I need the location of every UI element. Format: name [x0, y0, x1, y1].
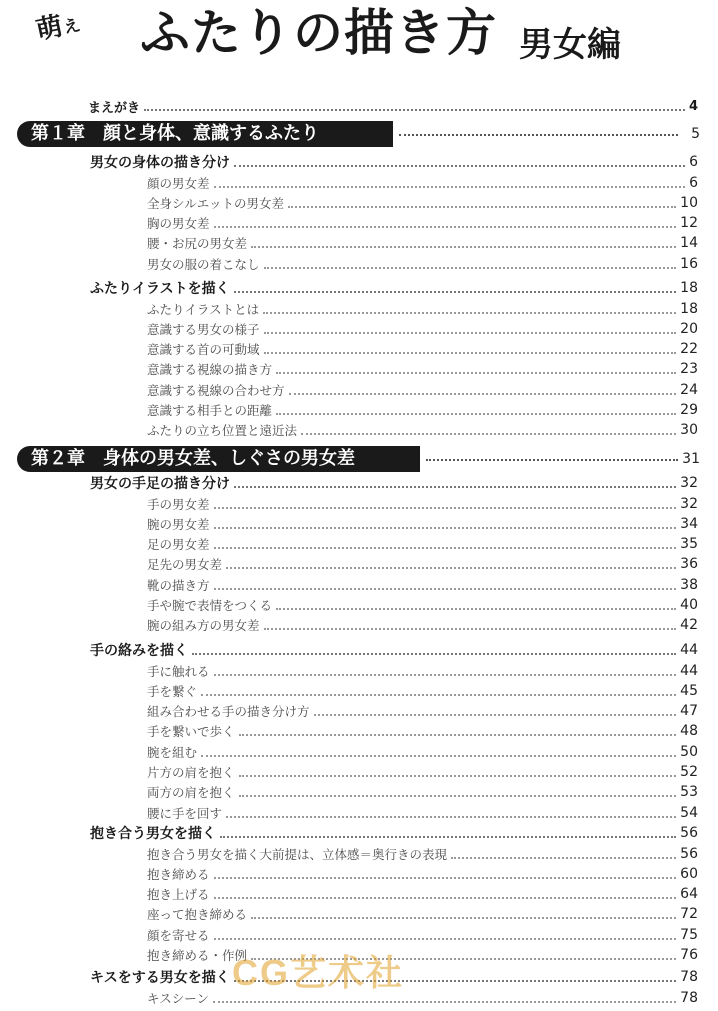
- toc-section-row[interactable]: [0, 823, 718, 843]
- toc-item-page: 18: [680, 300, 698, 317]
- dot-leader: [214, 897, 677, 899]
- toc-item-page: 24: [680, 381, 698, 398]
- toc-section-title: ふたりイラストを描く: [90, 281, 230, 297]
- toc-item-row[interactable]: [0, 514, 718, 533]
- dot-leader: [451, 857, 676, 859]
- dot-leader: [239, 734, 677, 736]
- toc-item-title: 靴の描き方: [147, 577, 210, 593]
- toc-item-title: 意識する相手との距離: [147, 403, 273, 418]
- toc-item-page: 34: [680, 515, 698, 532]
- dot-leader: [214, 674, 677, 676]
- toc-item-row[interactable]: [0, 360, 718, 379]
- toc-item-page: 72: [680, 906, 698, 923]
- toc-item-row[interactable]: [0, 596, 718, 615]
- toc-item-title: 手や腕で表情をつくる: [147, 598, 273, 613]
- chapter-page: 5: [691, 126, 700, 142]
- toc-item-row[interactable]: [0, 340, 718, 359]
- toc-item-title: 抱き締める・作例: [147, 948, 248, 963]
- dot-leader: [301, 433, 676, 435]
- toc-section-title: 男女の身体の描き分け: [90, 155, 230, 171]
- toc-item-row[interactable]: [0, 885, 718, 904]
- toc-item-page: 14: [680, 235, 698, 252]
- toc-item-title: 座って抱き締める: [147, 907, 248, 923]
- toc-item-page: 52: [680, 764, 698, 780]
- toc-item-title: 両方の肩を抱く: [147, 785, 235, 801]
- toc-item-row[interactable]: [0, 616, 718, 635]
- toc-section-title: 手の絡みを描く: [90, 643, 188, 659]
- toc-item-title: 意識する首の可動域: [147, 342, 260, 358]
- toc-item-page: 50: [680, 743, 698, 760]
- dot-leader: [214, 507, 677, 509]
- toc-item-title: キスシーン: [147, 990, 210, 1006]
- dot-leader: [264, 267, 677, 269]
- toc-item-row[interactable]: [0, 905, 718, 924]
- toc-item-page: 32: [680, 495, 698, 512]
- dot-leader: [239, 795, 677, 797]
- toc-item-page: 42: [680, 617, 698, 634]
- toc-item-title: 意識する視線の合わせ方: [147, 382, 285, 398]
- chapter-title: 第２章 身体の男女差、しぐさの男女差: [31, 448, 355, 469]
- dot-leader: [314, 714, 677, 716]
- dot-leader: [276, 372, 676, 374]
- toc-item-page: 23: [680, 361, 698, 378]
- book-subtitle: 男女編: [519, 25, 621, 65]
- dot-leader: [213, 1001, 676, 1003]
- toc-section-page: 56: [680, 825, 698, 841]
- dot-leader: [239, 775, 677, 777]
- toc-section-page: 6: [689, 154, 698, 170]
- toc-item-row[interactable]: [0, 925, 718, 944]
- toc-item-row[interactable]: [0, 575, 718, 594]
- toc-item-row[interactable]: [0, 555, 718, 574]
- toc-item-title: 全身シルエットの男女差: [147, 195, 284, 211]
- moe-prefix: 萌え: [33, 11, 83, 47]
- toc-item-title: ふたりイラストとは: [147, 301, 260, 317]
- toc-item-title: 手を繋ぐ: [147, 683, 198, 699]
- toc-item-page: 38: [680, 576, 698, 593]
- toc-item-page: 10: [680, 194, 698, 211]
- toc-item-row[interactable]: [0, 783, 718, 802]
- toc-item-title: 片方の肩を抱く: [147, 765, 235, 780]
- toc-item-row[interactable]: [0, 254, 718, 273]
- dot-leader: [234, 291, 677, 293]
- toc-item-page: 78: [680, 989, 698, 1006]
- toc-item-page: 64: [680, 886, 698, 903]
- chapter-heading[interactable]: [17, 446, 700, 472]
- toc-item-title: 腕の男女差: [147, 516, 210, 532]
- toc-section-title: 男女の手足の描き分け: [90, 476, 230, 492]
- dot-leader: [214, 877, 677, 879]
- dot-leader: [201, 694, 676, 696]
- dot-leader: [264, 352, 677, 354]
- toc-item-page: 47: [680, 703, 698, 720]
- toc-item-title: 抱き合う男女を描く大前提は、立体感＝奥行きの表現: [147, 846, 448, 862]
- toc-item-title: 足の男女差: [147, 537, 210, 553]
- toc-item-page: 30: [680, 422, 698, 439]
- toc-item-row[interactable]: [0, 234, 718, 253]
- dot-leader: [214, 527, 677, 529]
- toc-item-title: 顔を寄せる: [147, 927, 210, 943]
- toc-item-title: 男女の服の着こなし: [147, 256, 260, 272]
- toc-section-page: 32: [680, 475, 698, 491]
- toc-item-title: 意識する男女の様子: [147, 321, 260, 337]
- toc-item-row[interactable]: [0, 681, 718, 700]
- toc-item-row[interactable]: [0, 763, 718, 782]
- toc-item-row[interactable]: [0, 380, 718, 399]
- dot-leader: [214, 938, 677, 940]
- toc-item-row[interactable]: [0, 421, 718, 440]
- toc-item-row[interactable]: [0, 535, 718, 554]
- dot-leader: [226, 567, 676, 569]
- dot-leader: [214, 588, 677, 590]
- toc-item-page: 35: [680, 536, 698, 553]
- toc-item-row[interactable]: [0, 661, 718, 680]
- toc-item-row[interactable]: [0, 864, 718, 883]
- dot-leader: [399, 134, 678, 136]
- toc-item-row[interactable]: [0, 494, 718, 513]
- toc-item-row[interactable]: [0, 742, 718, 761]
- dot-leader: [144, 109, 685, 111]
- toc-item-page: 48: [680, 723, 698, 740]
- dot-leader: [234, 165, 685, 167]
- toc-item-page: 53: [680, 784, 698, 801]
- dot-leader: [426, 459, 678, 461]
- dot-leader: [214, 186, 686, 188]
- dot-leader: [201, 755, 676, 757]
- dot-leader: [264, 332, 677, 334]
- toc-item-page: 40: [680, 597, 698, 613]
- toc-item-title: 顔の男女差: [147, 175, 210, 191]
- watermark-logo: CG艺术社: [232, 952, 405, 993]
- toc-item-row[interactable]: [0, 722, 718, 741]
- toc-intro-page: 4: [688, 98, 698, 114]
- toc-item-page: 16: [680, 255, 698, 272]
- toc-intro-row[interactable]: [0, 97, 718, 115]
- toc-item-page: 22: [680, 341, 698, 358]
- toc-section-row[interactable]: [0, 640, 718, 660]
- toc-item-page: 12: [680, 215, 698, 232]
- toc-item-title: 手を繋いで歩く: [147, 724, 235, 740]
- toc-item-title: ふたりの立ち位置と遠近法: [147, 423, 298, 439]
- toc-item-title: 抱き締める: [147, 866, 210, 882]
- dot-leader: [289, 393, 677, 395]
- toc-intro-title: まえがき: [88, 100, 141, 116]
- toc-section-page: 78: [680, 969, 698, 985]
- toc-item-page: 54: [680, 804, 698, 821]
- toc-item-page: 6: [689, 174, 698, 191]
- dot-leader: [276, 608, 676, 610]
- toc-section-row[interactable]: [0, 152, 718, 172]
- book-title: ふたりの描き方: [140, 4, 497, 62]
- toc-item-page: 76: [680, 947, 698, 963]
- dot-leader: [264, 628, 677, 630]
- toc-item-title: 腰・お尻の男女差: [147, 236, 248, 252]
- toc-item-page: 75: [680, 926, 698, 943]
- dot-leader: [214, 547, 677, 549]
- toc-item-row[interactable]: [0, 319, 718, 338]
- toc-item-title: 腕の組み方の男女差: [147, 618, 260, 634]
- dot-leader: [288, 206, 676, 208]
- toc-item-row[interactable]: [0, 193, 718, 212]
- dot-leader: [226, 816, 676, 818]
- dot-leader: [251, 246, 676, 248]
- toc-item-page: 20: [680, 320, 698, 337]
- toc-item-title: 腰に手を回す: [147, 805, 223, 821]
- toc-item-title: 抱き上げる: [147, 887, 210, 903]
- dot-leader: [251, 917, 676, 919]
- chapter-title: 第１章 顔と身体、意識するふたり: [31, 123, 319, 144]
- dot-leader: [214, 226, 677, 228]
- toc-section-title: 抱き合う男女を描く: [90, 826, 216, 842]
- dot-leader: [192, 653, 676, 655]
- toc-item-page: 36: [680, 556, 698, 573]
- toc-item-row[interactable]: [0, 299, 718, 318]
- toc-item-row[interactable]: [0, 803, 718, 822]
- toc-item-page: 29: [680, 402, 698, 418]
- dot-leader: [263, 312, 676, 314]
- dot-leader: [220, 836, 676, 838]
- toc-item-row[interactable]: [0, 173, 718, 192]
- toc-item-title: 足先の男女差: [147, 557, 223, 573]
- toc-item-row[interactable]: [0, 401, 718, 420]
- chapter-heading[interactable]: [17, 121, 700, 147]
- toc-section-page: 18: [680, 280, 698, 296]
- toc-section-page: 44: [680, 642, 698, 658]
- toc-item-title: 意識する視線の描き方: [147, 362, 273, 378]
- toc-item-title: 組み合わせる手の描き分け方: [147, 704, 310, 720]
- toc-item-page: 60: [680, 865, 698, 882]
- toc-item-row[interactable]: [0, 702, 718, 721]
- dot-leader: [276, 413, 676, 415]
- chapter-page: 31: [682, 451, 700, 467]
- toc-section-row[interactable]: [0, 473, 718, 493]
- toc-section-row[interactable]: [0, 278, 718, 298]
- toc-item-row[interactable]: [0, 214, 718, 233]
- toc-item-title: 胸の男女差: [147, 216, 210, 232]
- toc-item-row[interactable]: [0, 844, 718, 863]
- toc-item-title: 手の男女差: [147, 496, 210, 512]
- toc-item-page: 56: [680, 845, 698, 862]
- toc-section-title: キスをする男女を描く: [90, 970, 230, 986]
- toc-item-page: 45: [680, 682, 698, 699]
- toc-item-page: 44: [680, 662, 698, 679]
- toc-item-title: 手に触れる: [147, 663, 210, 679]
- toc-item-title: 腕を組む: [147, 744, 198, 760]
- dot-leader: [234, 486, 676, 488]
